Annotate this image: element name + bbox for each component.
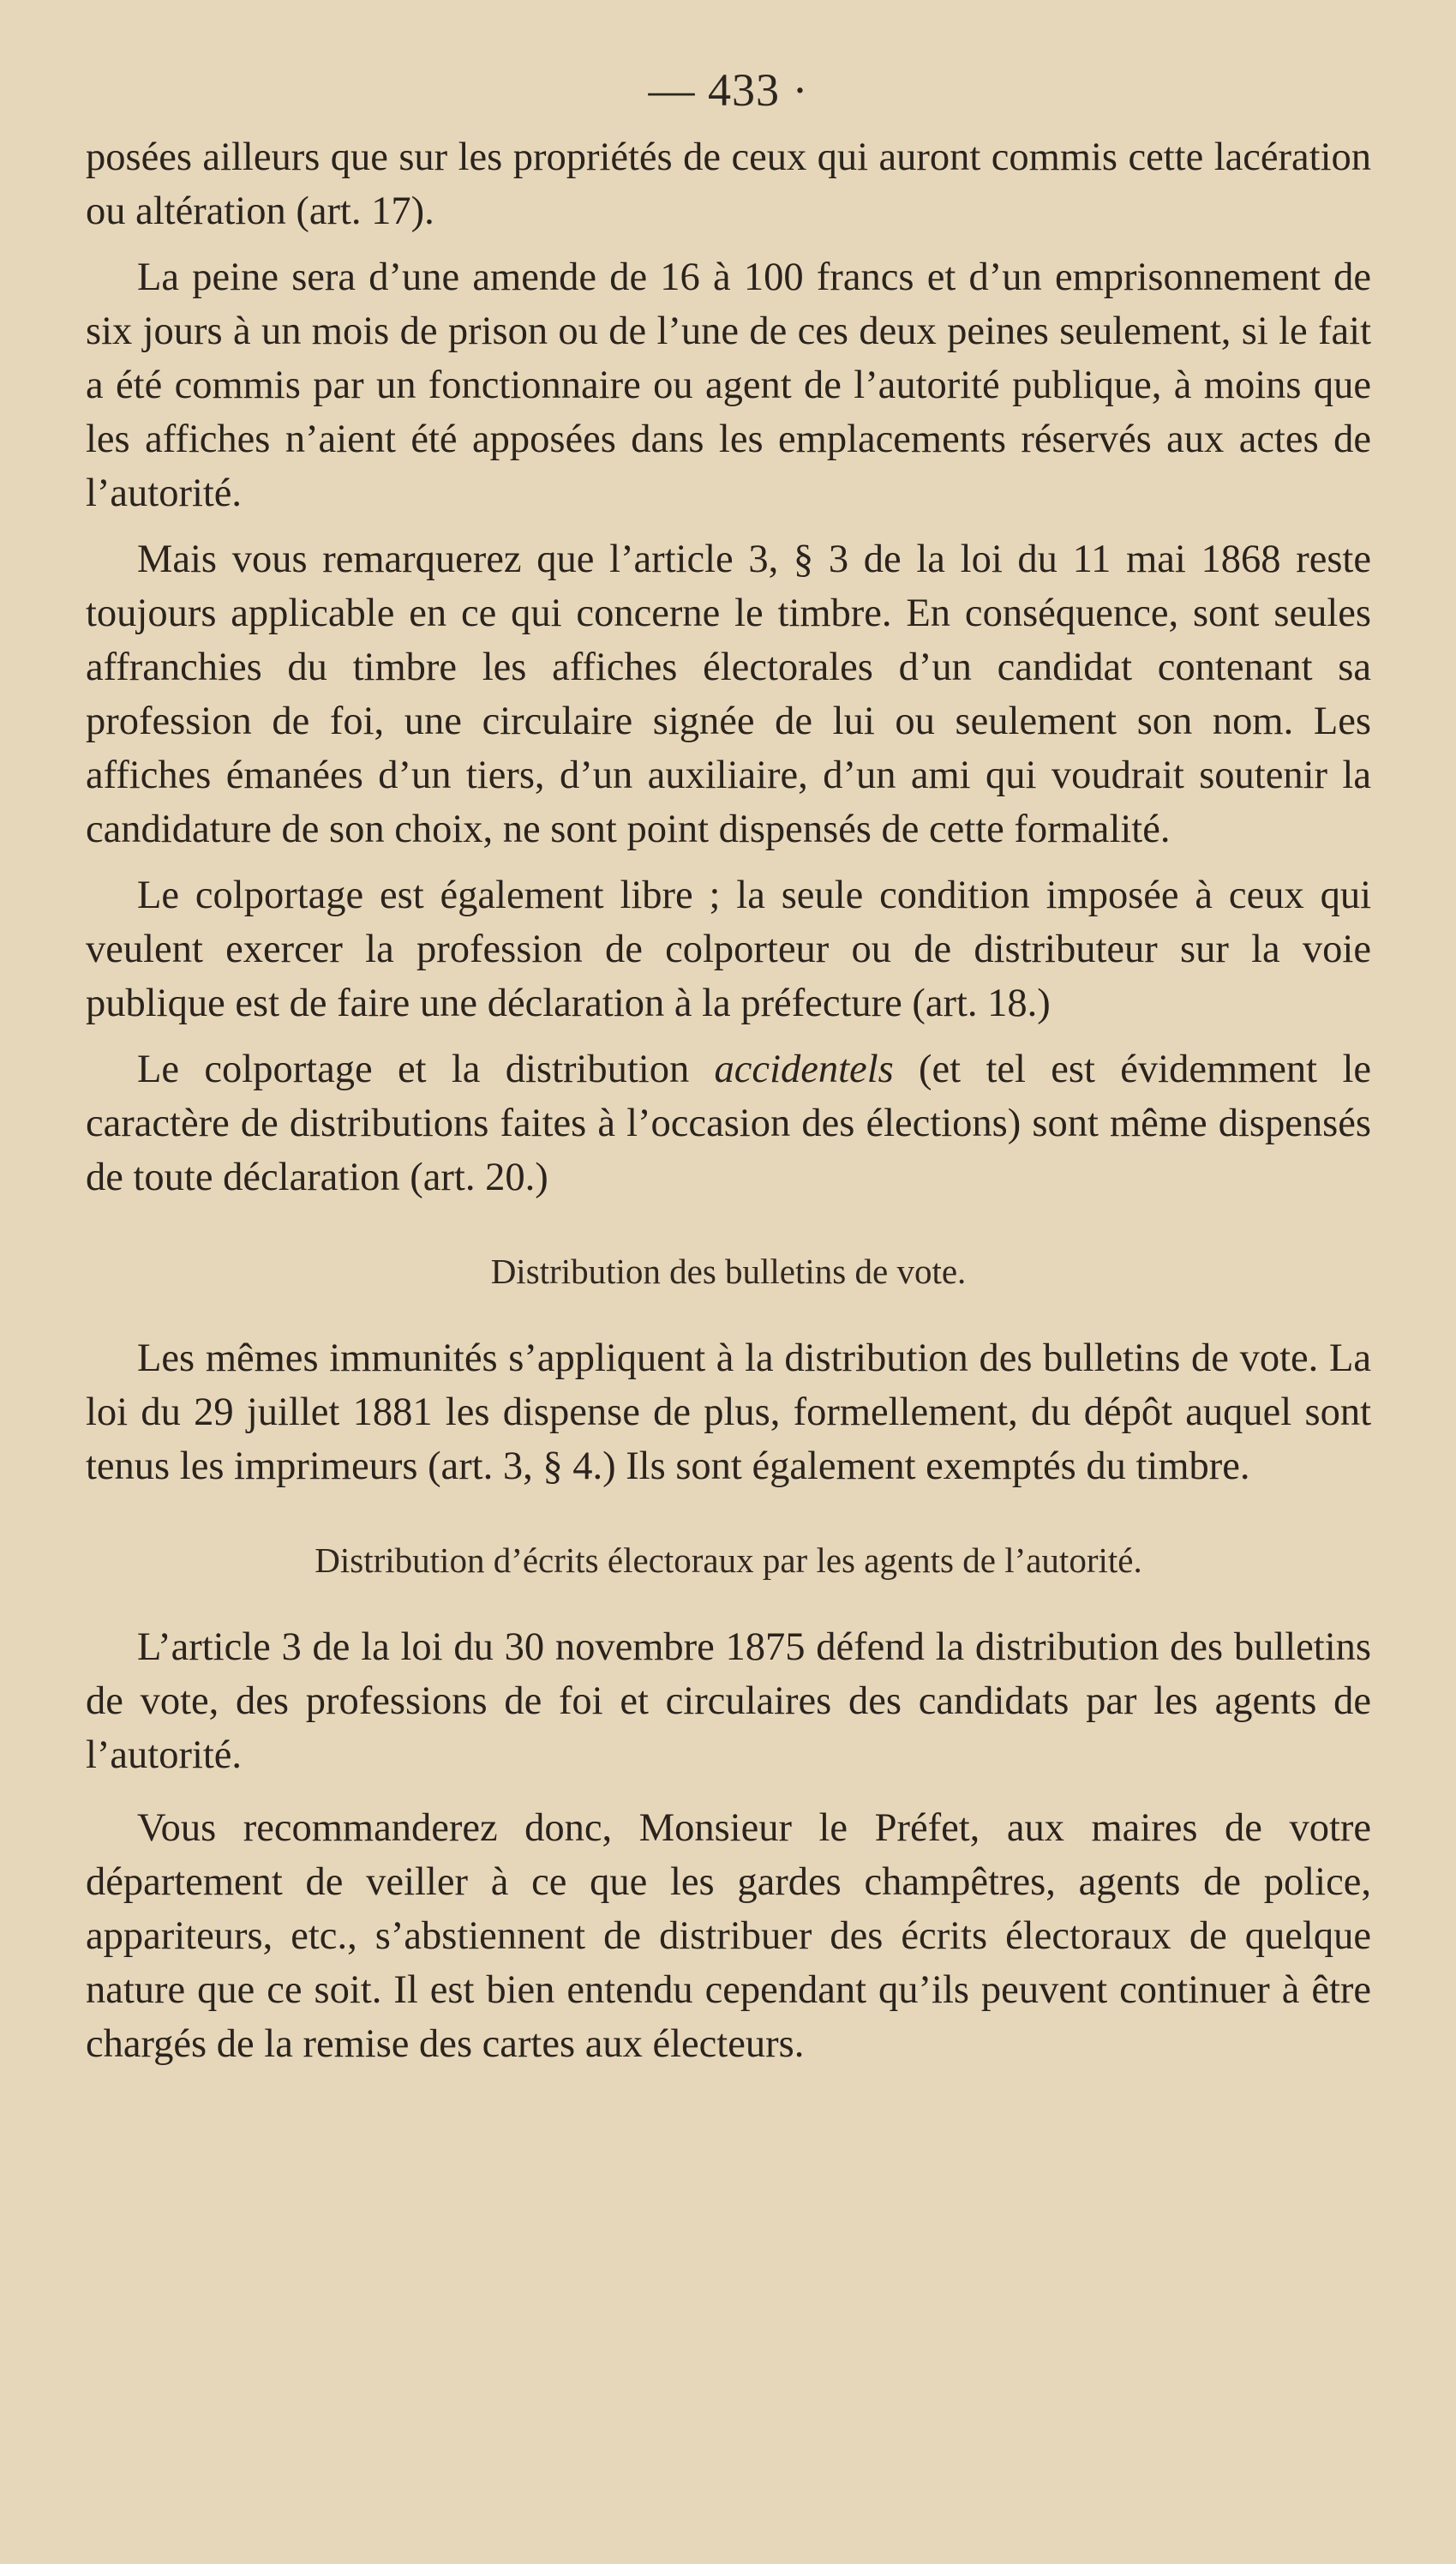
paragraph-5-before: Le colportage et la distribution: [137, 1048, 715, 1091]
section-1-paragraph-1: Les mêmes immunités s’appliquent à la distribution des bulletins de vote. La loi du 29 juillet 1881 les dispense de plus, formellement, du dépôt auquel sont tenus les imprimeurs (art. 3, § 4.) Ils sont également exemptés du timbre.: [86, 1336, 1371, 1488]
section-2-paragraph-2: Vous recommanderez donc, Monsieur le Préfet, aux maires de votre département de veiller à ce que les gardes champêtres, agents de police, appariteurs, etc., s’abstiennent de distribuer des écrits électoraux de quelque nature que ce soit. Il est bien entendu cependant qu’ils peuvent continuer à être chargés de la remise des cartes aux électeurs.: [86, 1806, 1371, 2066]
paragraph-4: Le colportage est également libre ; la seule condition imposée à ceux qui veulent exercer la profession de colporteur ou de distributeur sur la voie publique est de faire une déclaration à la préfecture (art. 18.): [86, 874, 1371, 1025]
paragraph-spacer: [86, 1794, 1371, 1801]
section-2-paragraph-1: L’article 3 de la loi du 30 novembre 1875 défend la distribution des bulletins de vote, des professions de foi et circulaires des candidats par les agents de l’autorité.: [86, 1625, 1371, 1777]
paragraph-3: Mais vous remarquerez que l’article 3, § 3 de la loi du 11 mai 1868 reste toujours applicable en ce qui concerne le timbre. En conséquence, sont seules affranchies du timbre les affiches électorales d’un candidat contenant sa profession de foi, une circulaire signée de lui ou seulement son nom. Les affiches émanées d’un tiers, d’un auxiliaire, d’un ami qui voudrait soutenir la candidature de son choix, ne sont point dispensés de cette formalité.: [86, 537, 1371, 851]
paragraph-1: posées ailleurs que sur les propriétés de ceux qui auront commis cette lacération ou altération (art. 17).: [86, 135, 1371, 233]
paragraph-5-emphasis: accidentels: [714, 1048, 894, 1091]
section-heading-bulletins: Distribution des bulletins de vote.: [490, 1252, 967, 1291]
page-number: — 433 ·: [648, 64, 809, 116]
paragraph-5-after: (et tel est évidemment le caractère de distributions faites à l’occasion des élections) sont même dispensés de toute déclaration (art. 20.): [86, 1048, 1372, 1199]
section-heading-ecrits-electoraux: Distribution d’écrits électoraux par les agents de l’autorité.: [315, 1540, 1142, 1580]
paragraph-2: La peine sera d’une amende de 16 à 100 francs et d’un emprisonnement de six jours à un mois de prison ou de l’une de ces deux peines seulement, si le fait a été commis par un fonctionnaire ou agent de l’autorité publique, à moins que les affiches n’aient été apposées dans les emplacements réservés aux actes de l’autorité.: [86, 255, 1371, 515]
paragraph-5: [86, 1042, 1371, 1204]
document-page: [86, 60, 1371, 2512]
